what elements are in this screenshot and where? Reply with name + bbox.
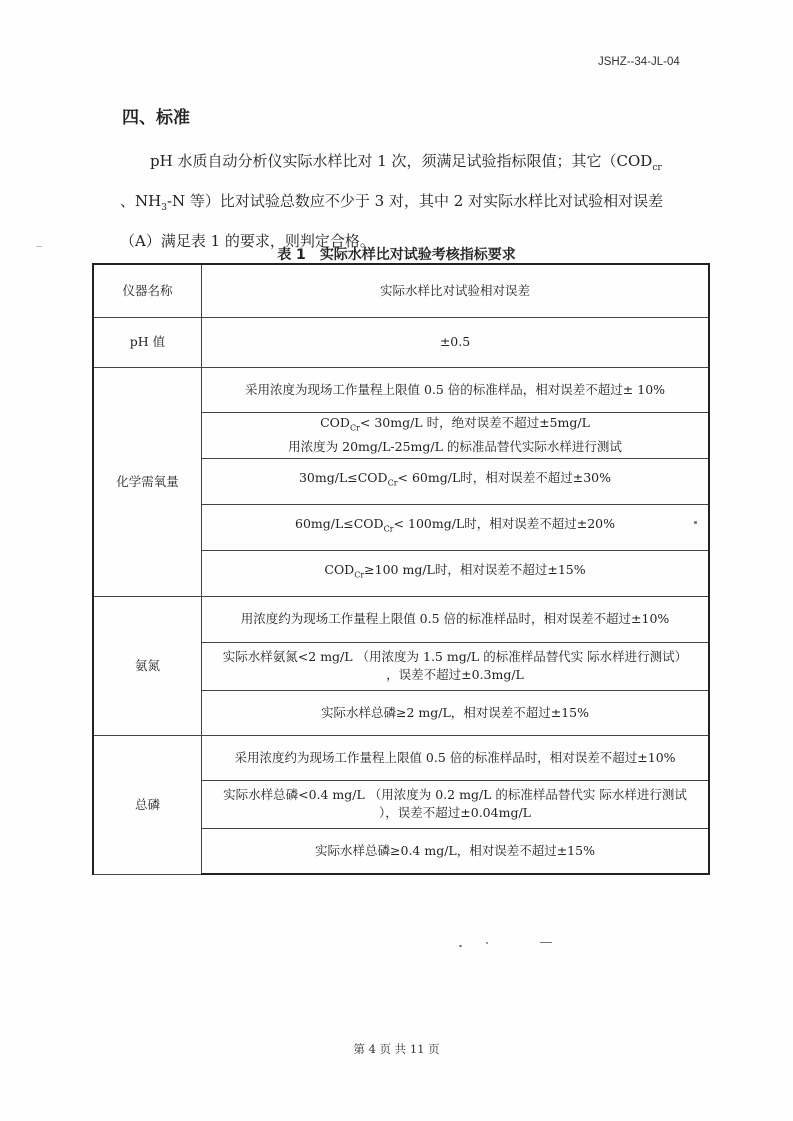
table-number: 表 1 [277,247,306,263]
scan-speck [36,246,42,247]
ph-value: ±0.5 [202,317,710,367]
section-heading: 四、标准 [122,108,190,128]
scan-speck [694,521,697,524]
table-header-row [93,264,709,317]
table-row-cod-1 [93,367,709,412]
cod-criterion-4: $60mg/L\le COD_{Cr}< 100mg/L$时，相对误差不超过±20% [202,504,710,550]
scan-speck [540,942,552,943]
ph-name: pH 值 [93,317,202,367]
ammonia-name: 氨氮 [93,596,202,735]
requirements-table [92,263,710,875]
ammonia-criterion-3: 实际水样总磷≥2 mg/L，相对误差不超过±15% [202,690,710,735]
table-row-nh-1 [93,596,709,642]
page-number: 第 4 页 共 11 页 [353,1042,440,1056]
table-row-ph [93,317,709,367]
total-phosphorus-name: 总磷 [93,735,202,874]
header-relative-error: 实际水样比对试验相对误差 [202,264,710,317]
ammonia-criterion-2: 实际水样氨氮<2 mg/L （用浓度为 1.5 mg/L 的标准样品替代实 际水样进行测试） ，误差不超过±0.3mg/L [202,642,710,690]
document-code: JSHZ--34-JL-04 [598,56,680,68]
table-caption [0,244,793,264]
total-phosphorus-criterion-1: 采用浓度约为现场工作量程上限值 0.5 倍的标准样品时，相对误差不超过±10% [202,735,710,780]
scan-speck [486,942,488,944]
cod-criterion-3: $30mg/L\le COD_{Cr}< 60mg/L$时，相对误差不超过±30% [202,458,710,504]
header-instrument-name: 仪器名称 [93,264,202,317]
scan-speck [459,945,462,947]
ammonia-criterion-1: 用浓度约为现场工作量程上限值 0.5 倍的标准样品时，相对误差不超过±10% [202,596,710,642]
cod-criterion-5: $COD_{Cr}\ge 100$ mg/L时，相对误差不超过±15% [202,550,710,596]
total-phosphorus-criterion-2: 实际水样总磷<0.4 mg/L （用浓度为 0.2 mg/L 的标准样品替代实 际水样进行测试 ），误差不超过±0.04mg/L [202,780,710,828]
cod-criterion-1: 采用浓度为现场工作量程上限值 0.5 倍的标准样品，相对误差不超过± 10% [202,367,710,412]
cod-name: 化学需氧量 [93,367,202,596]
total-phosphorus-criterion-3: 实际水样总磷≥0.4 mg/L，相对误差不超过±15% [202,828,710,874]
table-row-tp-1 [93,735,709,780]
table-title: 实际水样比对试验考核指标要求 [319,247,516,263]
standard-paragraph: pH 水质自动分析仪实际水样比对 1 次，须满足试验指标限值；其它（$COD_{cr}$ 、$NH_3-N$ 等）比对试验总数应不少于 3 对，其中 2 对实际水样比对试验相对误差（A）满足表 1 的要求，则判定合格。 [120,152,664,250]
cod-criterion-2: $COD_{Cr}< 30mg/L$ 时，绝对误差不超过±5mg/L 用浓度为 20mg/L-25mg/L 的标准品替代实际水样进行测试 [202,412,710,458]
